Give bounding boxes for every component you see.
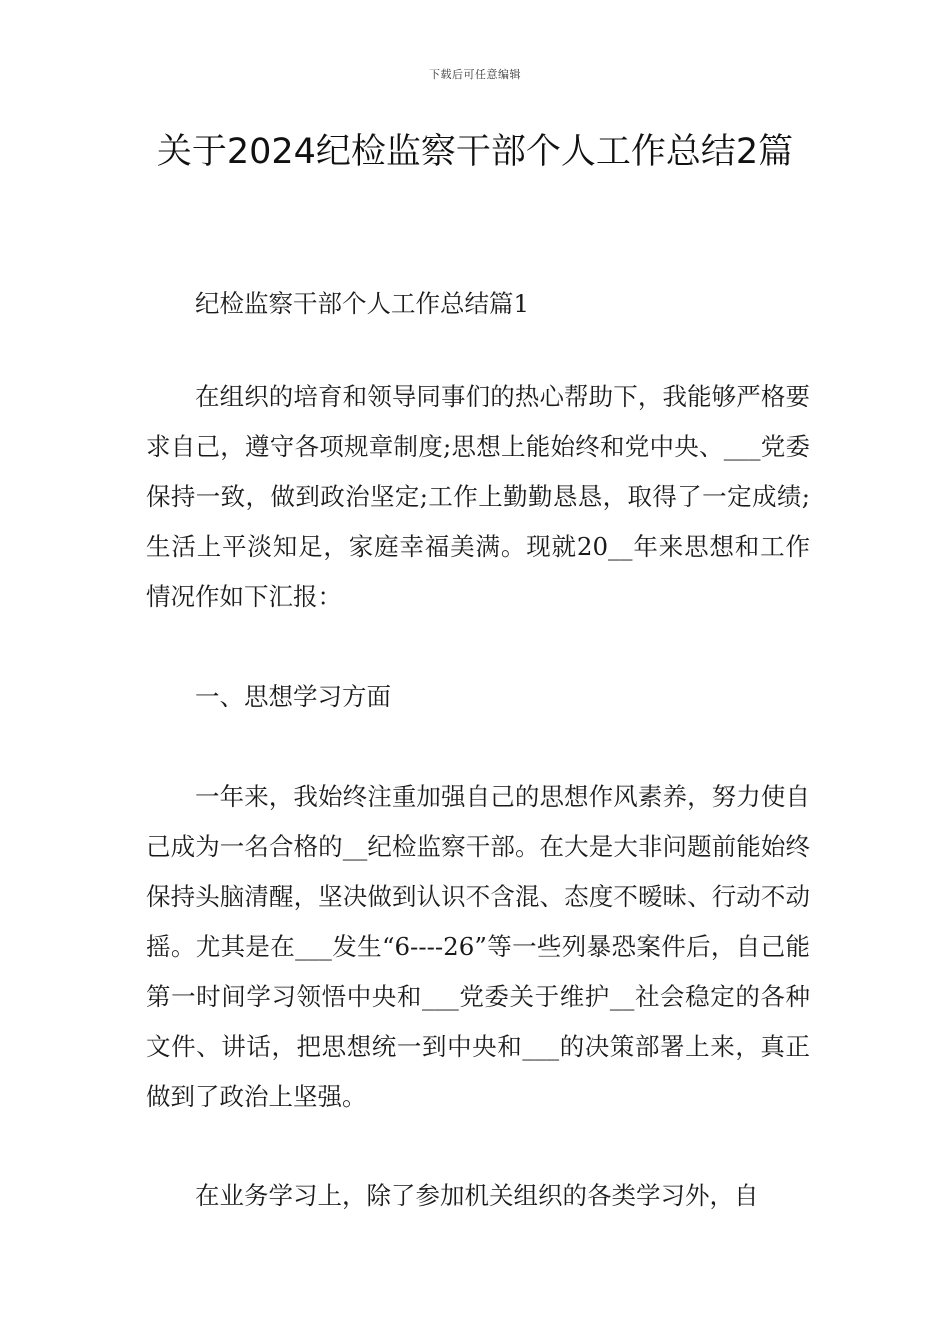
- paragraph: 在组织的培育和领导同事们的热心帮助下，我能够严格要求自己，遵守各项规章制度;思想上能始终和党中央、___党委保持一致，做到政治坚定;工作上勤勤恳恳，取得了一定成绩;生活上平淡知足，家庭幸福美满。现就20__年来思想和工作情况作如下汇报：: [146, 382, 810, 611]
- paragraph: 在业务学习上，除了参加机关组织的各类学习外，自: [195, 1181, 759, 1210]
- subheading: 纪检监察干部个人工作总结篇1: [195, 289, 530, 318]
- header-note: 下载后可任意编辑: [429, 68, 521, 81]
- section-heading: 一、思想学习方面: [195, 682, 391, 711]
- paragraph: 一年来，我始终注重加强自己的思想作风素养，努力使自己成为一名合格的__纪检监察干部。在大是大非问题前能始终保持头脑清醒，坚决做到认识不含混、态度不暧昧、行动不动摇。尤其是在___发生“6----26”等一些列暴恐案件后，自己能第一时间学习领悟中央和___党委关于维护__社会稳定的各种文件、讲话，把思想统一到中央和___的决策部署上来，真正做到了政治上坚强。: [146, 782, 810, 1111]
- document-title: 关于2024纪检监察干部个人工作总结2篇: [156, 132, 794, 172]
